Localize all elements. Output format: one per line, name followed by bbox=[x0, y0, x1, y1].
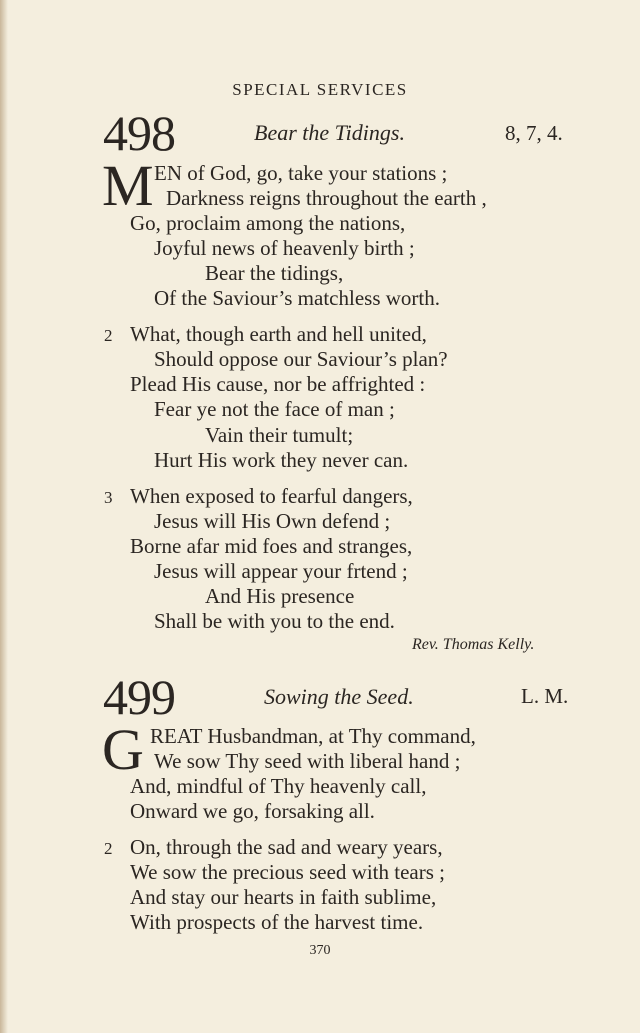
page-edge-shadow bbox=[0, 0, 8, 1033]
hymn-line: Hurt His work they never can. bbox=[154, 448, 409, 472]
hymn-author: Rev. Thomas Kelly. bbox=[412, 636, 535, 653]
drop-cap: M bbox=[102, 153, 154, 218]
hymn-line: Go, proclaim among the nations, bbox=[130, 211, 406, 235]
hymn-line: Shall be with you to the end. bbox=[154, 609, 395, 633]
hymn-line: Darkness reigns throughout the earth , bbox=[166, 186, 487, 210]
hymn-line: When exposed to fearful dangers, bbox=[130, 484, 413, 508]
hymn-line: On, through the sad and weary years, bbox=[130, 835, 443, 859]
hymn-line: Of the Saviour’s matchless worth. bbox=[154, 286, 440, 310]
hymn-line: With prospects of the harvest time. bbox=[130, 910, 424, 934]
hymn-line: Bear the tidings, bbox=[205, 261, 344, 285]
hymn-line: We sow the precious seed with tears ; bbox=[130, 860, 445, 884]
hymn-line: Should oppose our Saviour’s plan? bbox=[154, 347, 448, 371]
hymn-line: Plead His cause, nor be affrighted : bbox=[130, 372, 426, 396]
hymn-line: And stay our hearts in faith sublime, bbox=[130, 885, 437, 909]
running-head: SPECIAL SERVICES bbox=[232, 80, 408, 99]
hymn-title: Sowing the Seed. bbox=[264, 684, 414, 709]
verse-number: 3 bbox=[104, 488, 113, 507]
hymn-meter: 8, 7, 4. bbox=[505, 121, 563, 145]
hymn-line: And His presence bbox=[205, 584, 355, 608]
hymn-line: Vain their tumult; bbox=[205, 423, 354, 447]
hymn-meter: L. M. bbox=[521, 684, 569, 708]
hymn-line: Borne afar mid foes and stranges, bbox=[130, 534, 413, 558]
hymn-line: Jesus will appear your frtend ; bbox=[154, 559, 408, 583]
hymn-line: Jesus will His Own defend ; bbox=[154, 509, 391, 533]
verse-number: 2 bbox=[104, 326, 113, 345]
hymn-line: Onward we go, forsaking all. bbox=[130, 799, 375, 823]
drop-cap: G bbox=[102, 717, 144, 782]
page-number: 370 bbox=[309, 943, 331, 958]
hymn-title: Bear the Tidings. bbox=[254, 120, 405, 145]
hymn-line: Joyful news of heavenly birth ; bbox=[154, 236, 415, 260]
hymn-line: What, though earth and hell united, bbox=[130, 322, 427, 346]
verse-number: 2 bbox=[104, 839, 113, 858]
hymn-line: And, mindful of Thy heavenly call, bbox=[130, 774, 427, 798]
hymn-number: 498 bbox=[103, 105, 175, 161]
hymn-number: 499 bbox=[103, 669, 175, 725]
hymn-line: EN of God, go, take your stations ; bbox=[154, 161, 448, 185]
hymn-line: Fear ye not the face of man ; bbox=[154, 397, 395, 421]
hymn-line: We sow Thy seed with liberal hand ; bbox=[154, 749, 461, 773]
hymn-line: REAT Husbandman, at Thy command, bbox=[150, 724, 476, 748]
